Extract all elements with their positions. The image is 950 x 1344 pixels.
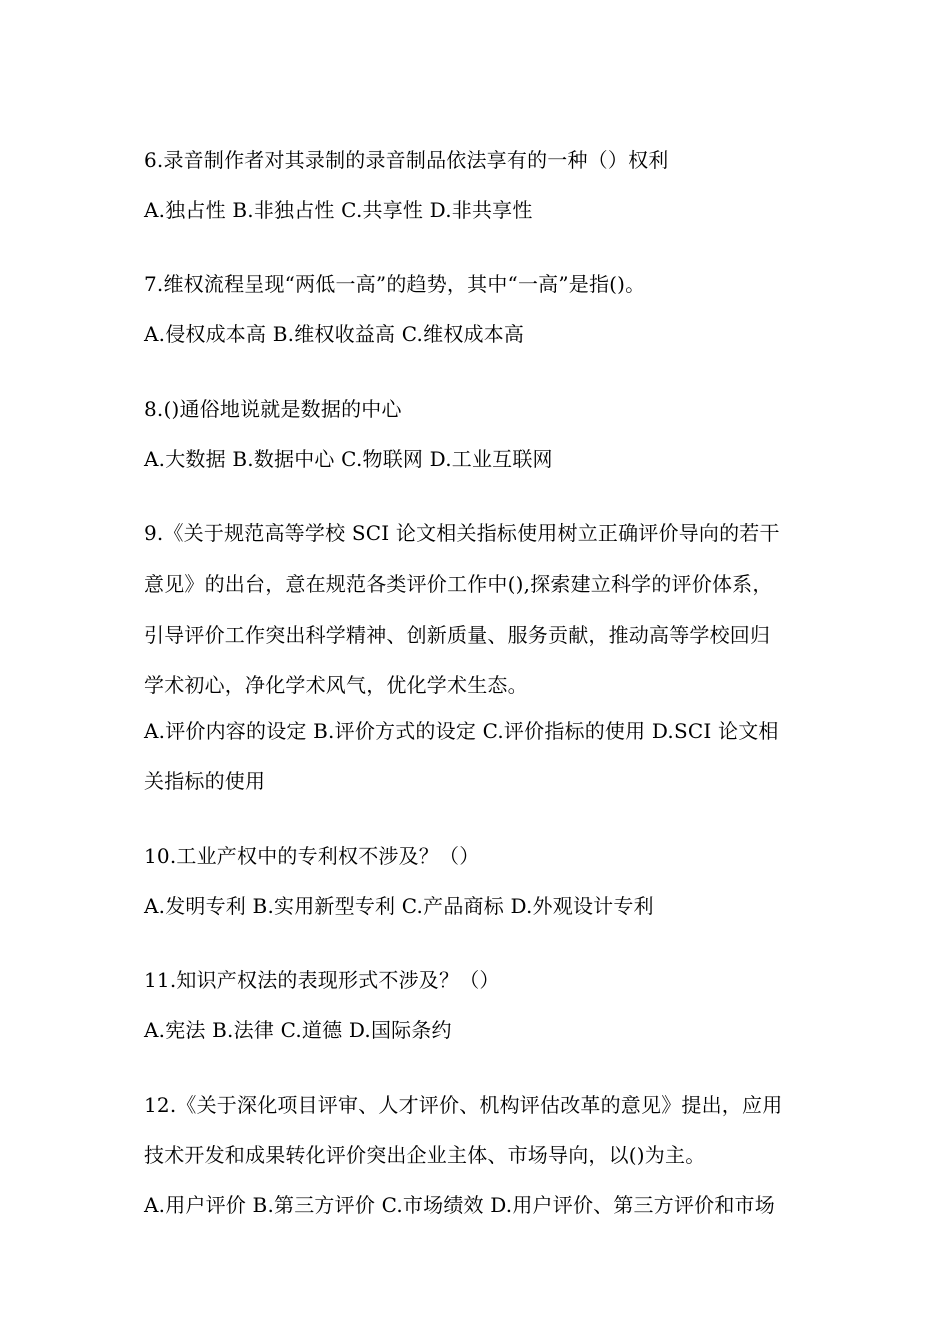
question-9-options-line-1: A.评价内容的设定 B.评价方式的设定 C.评价指标的使用 D.SCI 论文相 [144, 719, 779, 743]
question-10-options: A.发明专利 B.实用新型专利 C.产品商标 D.外观设计专利 [144, 894, 654, 918]
question-10-text: 10.工业产权中的专利权不涉及？（） [144, 844, 480, 868]
question-7-text: 7.维权流程呈现“两低一高”的趋势，其中“一高”是指()。 [144, 272, 646, 296]
question-8-options: A.大数据 B.数据中心 C.物联网 D.工业互联网 [144, 447, 553, 471]
question-8-text: 8.()通俗地说就是数据的中心 [144, 397, 402, 421]
question-9-options-line-2: 关指标的使用 [144, 769, 266, 793]
question-12-text-line-2: 技术开发和成果转化评价突出企业主体、市场导向，以()为主。 [144, 1143, 706, 1167]
question-6-text: 6.录音制作者对其录制的录音制品依法享有的一种（）权利 [144, 148, 669, 172]
question-11-text: 11.知识产权法的表现形式不涉及？（） [144, 968, 500, 992]
question-11-options: A.宪法 B.法律 C.道德 D.国际条约 [144, 1018, 452, 1042]
question-12-text-line-1: 12.《关于深化项目评审、人才评价、机构评估改革的意见》提出，应用 [144, 1093, 783, 1117]
question-9-text-line-2: 意见》的出台，意在规范各类评价工作中(),探索建立科学的评价体系， [144, 572, 773, 596]
question-9-text-line-4: 学术初心，净化学术风气，优化学术生态。 [144, 673, 528, 697]
question-9-text-line-1: 9.《关于规范高等学校 SCI 论文相关指标使用树立正确评价导向的若干 [144, 521, 780, 545]
question-6-options: A.独占性 B.非独占性 C.共享性 D.非共享性 [144, 198, 533, 222]
question-12-options: A.用户评价 B.第三方评价 C.市场绩效 D.用户评价、第三方评价和市场 [144, 1193, 775, 1217]
question-7-options: A.侵权成本高 B.维权收益高 C.维权成本高 [144, 322, 525, 346]
question-9-text-line-3: 引导评价工作突出科学精神、创新质量、服务贡献，推动高等学校回归 [144, 623, 771, 647]
